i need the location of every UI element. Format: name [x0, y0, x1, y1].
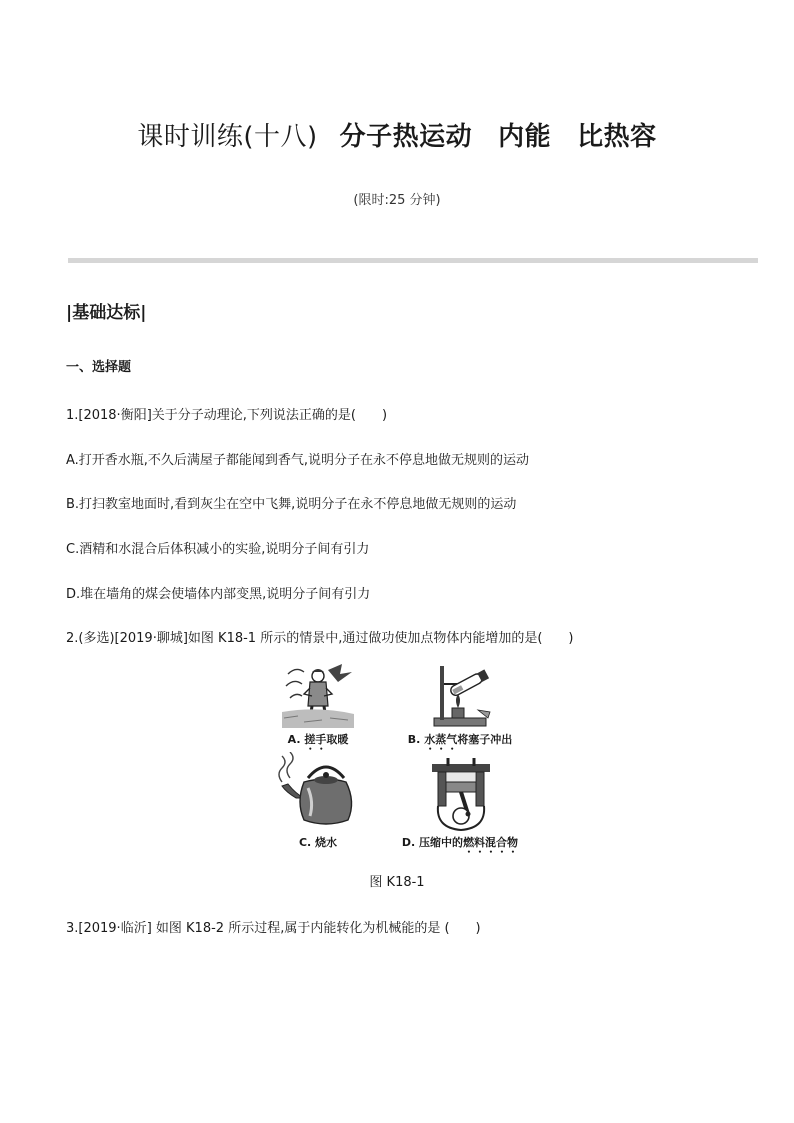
section-title: |基础达标| — [66, 303, 147, 323]
figure-c-label: C. 烧水 — [298, 836, 338, 849]
steam-test-tube-illustration — [428, 660, 494, 728]
question-1-option-a: A.打开香水瓶,不久后满屋子都能闻到香气,说明分子在永不停息地做无规则的运动 — [66, 453, 530, 468]
figure-b-label: B. 水蒸气将塞子冲出 — [407, 733, 513, 746]
title-lesson: 课时训练(十八) — [137, 122, 318, 152]
figure-d-label: D. 压缩中的燃料混合物 — [401, 836, 519, 849]
question-1-option-b: B.打扫教室地面时,看到灰尘在空中飞舞,说明分子在永不停息地做无规则的运动 — [66, 497, 517, 512]
time-limit: (限时:25 分钟) — [353, 193, 441, 208]
divider — [68, 258, 758, 263]
rubbing-hands-illustration — [282, 660, 354, 728]
title-topic-internal-energy: 内能 — [498, 122, 552, 152]
question-3-stem: 3.[2019·临沂] 如图 K18-2 所示过程,属于内能转化为机械能的是 ( ) — [66, 921, 481, 936]
question-1-option-d: D.堆在墙角的煤会使墙体内部变黑,说明分子间有引力 — [66, 587, 371, 602]
page-title — [0, 116, 794, 153]
kettle-illustration — [274, 752, 358, 830]
question-2-stem: 2.(多选)[2019·聊城]如图 K18-1 所示的情景中,通过做功使加点物体内能增加的是( ) — [66, 631, 574, 646]
title-topic-specific-heat: 比热容 — [577, 122, 657, 152]
engine-cylinder-illustration — [426, 758, 496, 832]
question-1-option-c: C.酒精和水混合后体积减小的实验,说明分子间有引力 — [66, 542, 370, 557]
question-type-heading: 一、选择题 — [66, 360, 132, 375]
figure-a-label: A. 搓手取暖 — [287, 733, 349, 746]
figure-caption: 图 K18-1 — [369, 875, 425, 890]
title-topic-molecular-motion: 分子热运动 — [339, 122, 473, 152]
question-1-stem: 1.[2018·衡阳]关于分子动理论,下列说法正确的是( ) — [66, 408, 388, 423]
